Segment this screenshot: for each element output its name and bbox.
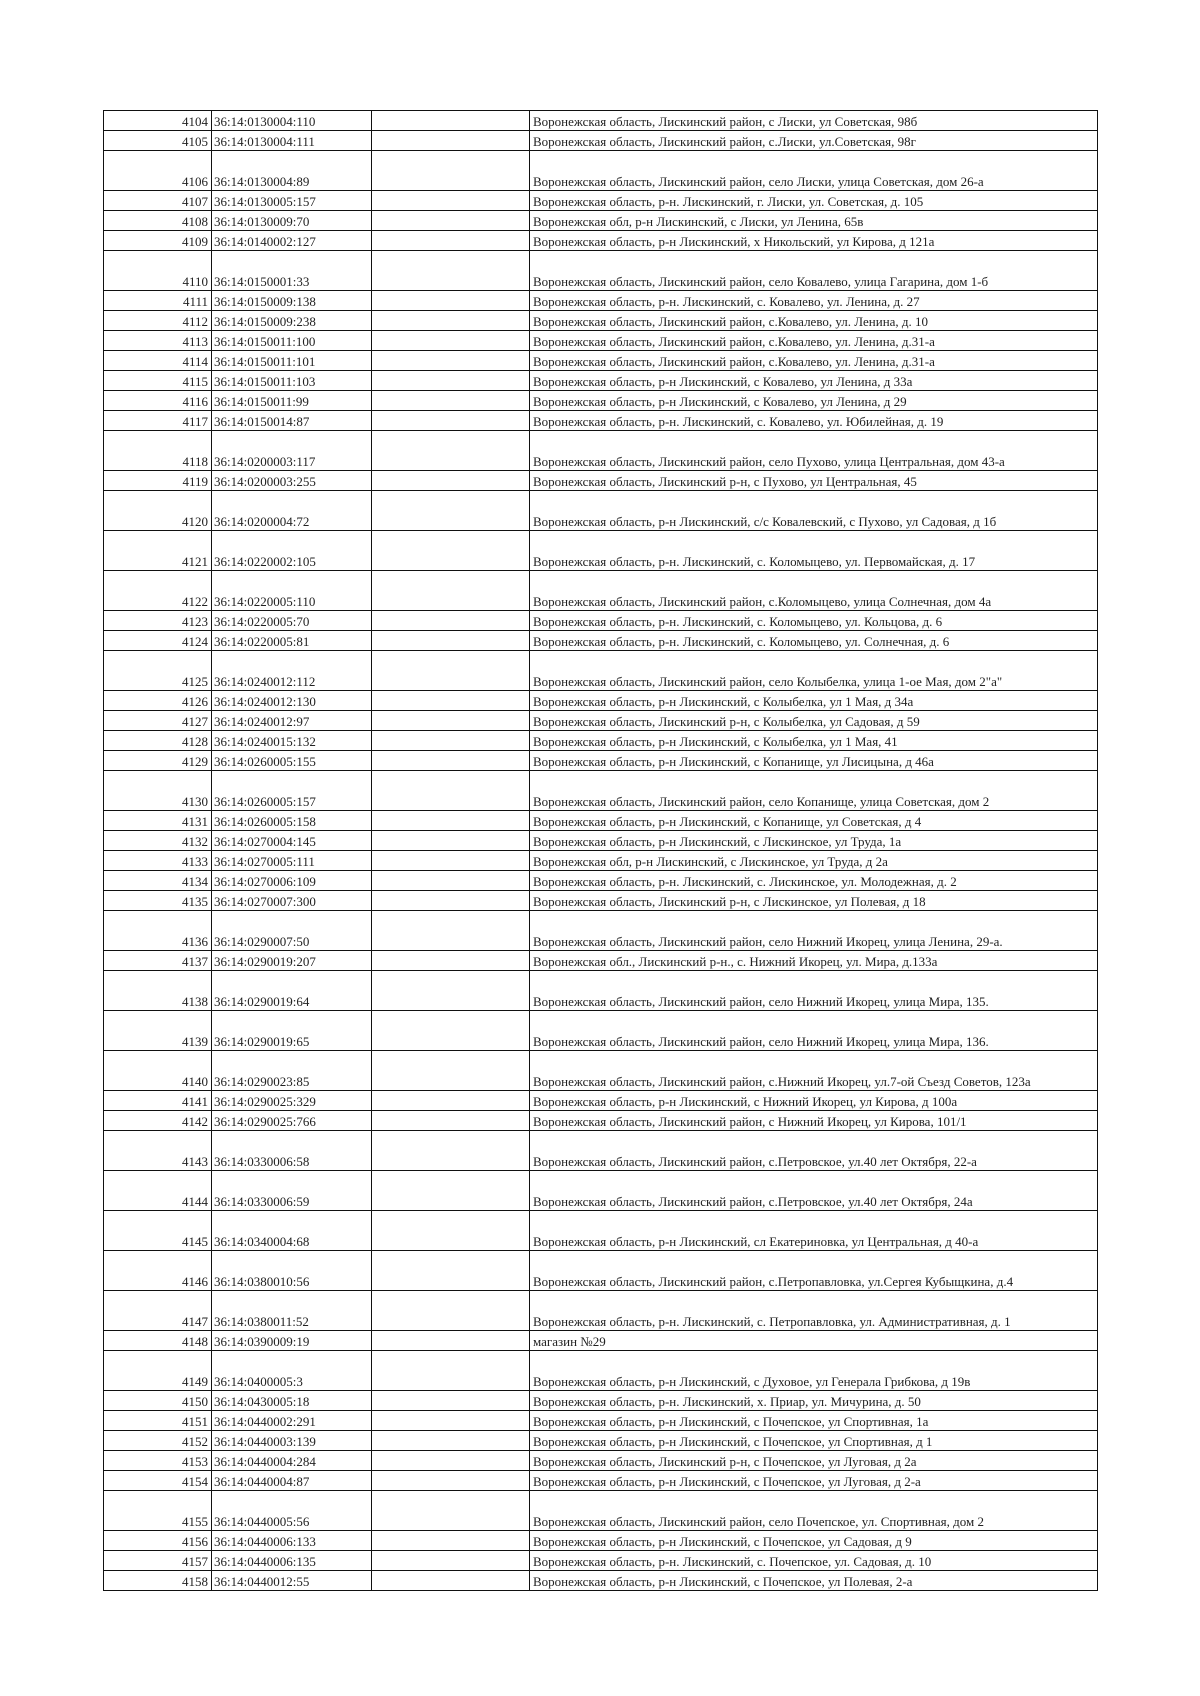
table-row bbox=[104, 331, 1098, 351]
row-number-cell: 4115 bbox=[104, 371, 212, 391]
address-cell: Воронежская область, Лискинский район, с.Петропавловка, ул.Сергея Кубыщкина, д.4 bbox=[530, 1251, 1098, 1291]
cadastral-number-cell: 36:14:0440006:135 bbox=[212, 1551, 372, 1571]
address-cell: Воронежская область, Лискинский район, с.Нижний Икорец, ул.7-ой Съезд Советов, 123а bbox=[530, 1051, 1098, 1091]
empty-cell bbox=[372, 571, 530, 611]
cadastral-number-cell: 36:14:0200003:255 bbox=[212, 471, 372, 491]
row-number-cell: 4144 bbox=[104, 1171, 212, 1211]
address-cell: Воронежская область, Лискинский район, с.Петровское, ул.40 лет Октября, 22-а bbox=[530, 1131, 1098, 1171]
cadastral-number-cell: 36:14:0200004:72 bbox=[212, 491, 372, 531]
row-number-cell: 4112 bbox=[104, 311, 212, 331]
row-number-cell: 4130 bbox=[104, 771, 212, 811]
table-row bbox=[104, 811, 1098, 831]
table-row bbox=[104, 1431, 1098, 1451]
cadastral-number-cell: 36:14:0430005:18 bbox=[212, 1391, 372, 1411]
table-row bbox=[104, 911, 1098, 951]
cadastral-number-cell: 36:14:0290023:85 bbox=[212, 1051, 372, 1091]
row-number-cell: 4153 bbox=[104, 1451, 212, 1471]
row-number-cell: 4126 bbox=[104, 691, 212, 711]
cadastral-number-cell: 36:14:0330006:58 bbox=[212, 1131, 372, 1171]
cadastral-number-cell: 36:14:0390009:19 bbox=[212, 1331, 372, 1351]
empty-cell bbox=[372, 331, 530, 351]
cadastral-number-cell: 36:14:0150014:87 bbox=[212, 411, 372, 431]
empty-cell bbox=[372, 1351, 530, 1391]
empty-cell bbox=[372, 1551, 530, 1571]
empty-cell bbox=[372, 1431, 530, 1451]
table-row bbox=[104, 411, 1098, 431]
row-number-cell: 4117 bbox=[104, 411, 212, 431]
cadastral-number-cell: 36:14:0440005:56 bbox=[212, 1491, 372, 1531]
empty-cell bbox=[372, 811, 530, 831]
row-number-cell: 4132 bbox=[104, 831, 212, 851]
empty-cell bbox=[372, 131, 530, 151]
table-body bbox=[104, 111, 1098, 1591]
empty-cell bbox=[372, 1011, 530, 1051]
table-row bbox=[104, 351, 1098, 371]
address-cell: Воронежская область, р-н Лискинский, с Почепское, ул Спортивная, 1а bbox=[530, 1411, 1098, 1431]
table-row bbox=[104, 1471, 1098, 1491]
empty-cell bbox=[372, 1451, 530, 1471]
address-cell: Воронежская область, Лискинский район, с.Коломыцево, улица Солнечная, дом 4а bbox=[530, 571, 1098, 611]
row-number-cell: 4122 bbox=[104, 571, 212, 611]
address-cell: Воронежская область, Лискинский район, село Нижний Икорец, улица Мира, 136. bbox=[530, 1011, 1098, 1051]
empty-cell bbox=[372, 1331, 530, 1351]
cadastral-number-cell: 36:14:0290025:329 bbox=[212, 1091, 372, 1111]
cadastral-number-cell: 36:14:0260005:158 bbox=[212, 811, 372, 831]
row-number-cell: 4140 bbox=[104, 1051, 212, 1091]
row-number-cell: 4139 bbox=[104, 1011, 212, 1051]
table-row bbox=[104, 711, 1098, 731]
address-cell: Воронежская область, р-н Лискинский, х Никольский, ул Кирова, д 121а bbox=[530, 231, 1098, 251]
cadastral-number-cell: 36:14:0270006:109 bbox=[212, 871, 372, 891]
address-cell: Воронежская область, Лискинский р-н, с Почепское, ул Луговая, д 2а bbox=[530, 1451, 1098, 1471]
address-cell: Воронежская область, р-н. Лискинский, с. Коломыцево, ул. Кольцова, д. 6 bbox=[530, 611, 1098, 631]
row-number-cell: 4135 bbox=[104, 891, 212, 911]
cadastral-number-cell: 36:14:0220005:70 bbox=[212, 611, 372, 631]
address-cell: Воронежская область, р-н Лискинский, с Почепское, ул Полевая, 2-а bbox=[530, 1571, 1098, 1591]
empty-cell bbox=[372, 1131, 530, 1171]
table-row bbox=[104, 1391, 1098, 1411]
row-number-cell: 4121 bbox=[104, 531, 212, 571]
table-row bbox=[104, 431, 1098, 471]
empty-cell bbox=[372, 1571, 530, 1591]
cadastral-number-cell: 36:14:0270007:300 bbox=[212, 891, 372, 911]
address-cell: Воронежская область, р-н Лискинский, с Лискинское, ул Труда, 1а bbox=[530, 831, 1098, 851]
cadastral-number-cell: 36:14:0130005:157 bbox=[212, 191, 372, 211]
table-row bbox=[104, 971, 1098, 1011]
cadastral-number-cell: 36:14:0440004:87 bbox=[212, 1471, 372, 1491]
cadastral-number-cell: 36:14:0150001:33 bbox=[212, 251, 372, 291]
table-row bbox=[104, 1531, 1098, 1551]
row-number-cell: 4131 bbox=[104, 811, 212, 831]
empty-cell bbox=[372, 231, 530, 251]
empty-cell bbox=[372, 371, 530, 391]
cadastral-number-cell: 36:14:0150011:100 bbox=[212, 331, 372, 351]
row-number-cell: 4129 bbox=[104, 751, 212, 771]
table-row bbox=[104, 1491, 1098, 1531]
row-number-cell: 4155 bbox=[104, 1491, 212, 1531]
row-number-cell: 4107 bbox=[104, 191, 212, 211]
cadastral-number-cell: 36:14:0440006:133 bbox=[212, 1531, 372, 1551]
row-number-cell: 4119 bbox=[104, 471, 212, 491]
row-number-cell: 4128 bbox=[104, 731, 212, 751]
empty-cell bbox=[372, 1091, 530, 1111]
cadastral-number-cell: 36:14:0130004:110 bbox=[212, 111, 372, 131]
address-cell: Воронежская область, р-н Лискинский, с Ковалево, ул Ленина, д 29 bbox=[530, 391, 1098, 411]
empty-cell bbox=[372, 611, 530, 631]
table-row bbox=[104, 1171, 1098, 1211]
empty-cell bbox=[372, 1391, 530, 1411]
table-row bbox=[104, 371, 1098, 391]
address-cell: Воронежская область, р-н. Лискинский, с. Ковалево, ул. Ленина, д. 27 bbox=[530, 291, 1098, 311]
address-cell: Воронежская область, Лискинский р-н, с Лискинское, ул Полевая, д 18 bbox=[530, 891, 1098, 911]
row-number-cell: 4148 bbox=[104, 1331, 212, 1351]
table-row bbox=[104, 391, 1098, 411]
empty-cell bbox=[372, 311, 530, 331]
row-number-cell: 4143 bbox=[104, 1131, 212, 1171]
empty-cell bbox=[372, 1171, 530, 1211]
row-number-cell: 4120 bbox=[104, 491, 212, 531]
row-number-cell: 4104 bbox=[104, 111, 212, 131]
row-number-cell: 4141 bbox=[104, 1091, 212, 1111]
address-cell: Воронежская область, р-н Лискинский, с Почепское, ул Луговая, д 2-а bbox=[530, 1471, 1098, 1491]
empty-cell bbox=[372, 1051, 530, 1091]
row-number-cell: 4111 bbox=[104, 291, 212, 311]
cadastral-number-cell: 36:14:0440004:284 bbox=[212, 1451, 372, 1471]
table-row bbox=[104, 131, 1098, 151]
address-cell: Воронежская область, Лискинский район, село Колыбелка, улица 1-ое Мая, дом 2"а" bbox=[530, 651, 1098, 691]
address-cell: Воронежская область, Лискинский район, с.Ковалево, ул. Ленина, д.31-а bbox=[530, 331, 1098, 351]
table-row bbox=[104, 631, 1098, 651]
address-cell: Воронежская область, Лискинский р-н, с Колыбелка, ул Садовая, д 59 bbox=[530, 711, 1098, 731]
cadastral-number-cell: 36:14:0150009:138 bbox=[212, 291, 372, 311]
empty-cell bbox=[372, 691, 530, 711]
address-cell: Воронежская область, Лискинский район, село Почепское, ул. Спортивная, дом 2 bbox=[530, 1491, 1098, 1531]
table-row bbox=[104, 1291, 1098, 1331]
row-number-cell: 4137 bbox=[104, 951, 212, 971]
empty-cell bbox=[372, 891, 530, 911]
cadastral-number-cell: 36:14:0200003:117 bbox=[212, 431, 372, 471]
cadastral-number-cell: 36:14:0240012:97 bbox=[212, 711, 372, 731]
row-number-cell: 4118 bbox=[104, 431, 212, 471]
table-row bbox=[104, 251, 1098, 291]
row-number-cell: 4114 bbox=[104, 351, 212, 371]
table-row bbox=[104, 311, 1098, 331]
cadastral-number-cell: 36:14:0150009:238 bbox=[212, 311, 372, 331]
cadastral-number-cell: 36:14:0220002:105 bbox=[212, 531, 372, 571]
empty-cell bbox=[372, 351, 530, 371]
row-number-cell: 4150 bbox=[104, 1391, 212, 1411]
address-cell: Воронежская область, р-н. Лискинский, г. Лиски, ул. Советская, д. 105 bbox=[530, 191, 1098, 211]
address-cell: Воронежская область, р-н Лискинский, с Почепское, ул Спортивная, д 1 bbox=[530, 1431, 1098, 1451]
table-row bbox=[104, 471, 1098, 491]
empty-cell bbox=[372, 731, 530, 751]
address-cell: Воронежская обл, р-н Лискинский, с Лиски, ул Ленина, 65в bbox=[530, 211, 1098, 231]
address-cell: Воронежская область, Лискинский район, село Копанище, улица Советская, дом 2 bbox=[530, 771, 1098, 811]
address-cell: Воронежская область, р-н. Лискинский, х. Приар, ул. Мичурина, д. 50 bbox=[530, 1391, 1098, 1411]
empty-cell bbox=[372, 951, 530, 971]
table-row bbox=[104, 831, 1098, 851]
property-register-table bbox=[103, 110, 1098, 1591]
cadastral-number-cell: 36:14:0380010:56 bbox=[212, 1251, 372, 1291]
address-cell: Воронежская область, р-н Лискинский, с Ковалево, ул Ленина, д 33а bbox=[530, 371, 1098, 391]
address-cell: Воронежская область, р-н. Лискинский, с. Лискинское, ул. Молодежная, д. 2 bbox=[530, 871, 1098, 891]
row-number-cell: 4108 bbox=[104, 211, 212, 231]
cadastral-number-cell: 36:14:0290019:207 bbox=[212, 951, 372, 971]
cadastral-number-cell: 36:14:0270005:111 bbox=[212, 851, 372, 871]
address-cell: Воронежская область, Лискинский район, село Ковалево, улица Гагарина, дом 1-б bbox=[530, 251, 1098, 291]
row-number-cell: 4116 bbox=[104, 391, 212, 411]
address-cell: Воронежская область, Лискинский район, село Лиски, улица Советская, дом 26-а bbox=[530, 151, 1098, 191]
empty-cell bbox=[372, 211, 530, 231]
table-row bbox=[104, 611, 1098, 631]
row-number-cell: 4145 bbox=[104, 1211, 212, 1251]
cadastral-number-cell: 36:14:0150011:101 bbox=[212, 351, 372, 371]
table-row bbox=[104, 1131, 1098, 1171]
address-cell: Воронежская область, р-н. Лискинский, с. Коломыцево, ул. Солнечная, д. 6 bbox=[530, 631, 1098, 651]
empty-cell bbox=[372, 751, 530, 771]
cadastral-number-cell: 36:14:0380011:52 bbox=[212, 1291, 372, 1331]
address-cell: Воронежская область, р-н Лискинский, с Копанище, ул Советская, д 4 bbox=[530, 811, 1098, 831]
row-number-cell: 4158 bbox=[104, 1571, 212, 1591]
cadastral-number-cell: 36:14:0270004:145 bbox=[212, 831, 372, 851]
cadastral-number-cell: 36:14:0260005:155 bbox=[212, 751, 372, 771]
table-row bbox=[104, 731, 1098, 751]
empty-cell bbox=[372, 411, 530, 431]
address-cell: Воронежская область, р-н Лискинский, с/с Ковалевский, с Пухово, ул Садовая, д 1б bbox=[530, 491, 1098, 531]
cadastral-number-cell: 36:14:0440012:55 bbox=[212, 1571, 372, 1591]
address-cell: Воронежская область, Лискинский район, с.Ковалево, ул. Ленина, д. 10 bbox=[530, 311, 1098, 331]
cadastral-number-cell: 36:14:0440002:291 bbox=[212, 1411, 372, 1431]
row-number-cell: 4138 bbox=[104, 971, 212, 1011]
table-row bbox=[104, 1551, 1098, 1571]
row-number-cell: 4124 bbox=[104, 631, 212, 651]
address-cell: Воронежская область, Лискинский район, село Пухово, улица Центральная, дом 43-а bbox=[530, 431, 1098, 471]
table-row bbox=[104, 1091, 1098, 1111]
empty-cell bbox=[372, 651, 530, 691]
cadastral-number-cell: 36:14:0260005:157 bbox=[212, 771, 372, 811]
table-row bbox=[104, 771, 1098, 811]
row-number-cell: 4134 bbox=[104, 871, 212, 891]
empty-cell bbox=[372, 1211, 530, 1251]
empty-cell bbox=[372, 851, 530, 871]
empty-cell bbox=[372, 291, 530, 311]
empty-cell bbox=[372, 771, 530, 811]
cadastral-number-cell: 36:14:0290019:64 bbox=[212, 971, 372, 1011]
address-cell: Воронежская область, р-н Лискинский, с Нижний Икорец, ул Кирова, д 100а bbox=[530, 1091, 1098, 1111]
row-number-cell: 4154 bbox=[104, 1471, 212, 1491]
address-cell: Воронежская область, Лискинский район, с.Ковалево, ул. Ленина, д.31-а bbox=[530, 351, 1098, 371]
address-cell: Воронежская область, р-н. Лискинский, с. Почепское, ул. Садовая, д. 10 bbox=[530, 1551, 1098, 1571]
cadastral-number-cell: 36:14:0340004:68 bbox=[212, 1211, 372, 1251]
address-cell: Воронежская область, р-н. Лискинский, с. Петропавловка, ул. Административная, д. 1 bbox=[530, 1291, 1098, 1331]
empty-cell bbox=[372, 831, 530, 851]
row-number-cell: 4136 bbox=[104, 911, 212, 951]
address-cell: Воронежская область, Лискинский район, село Нижний Икорец, улица Ленина, 29-а. bbox=[530, 911, 1098, 951]
row-number-cell: 4110 bbox=[104, 251, 212, 291]
table-row bbox=[104, 291, 1098, 311]
row-number-cell: 4109 bbox=[104, 231, 212, 251]
empty-cell bbox=[372, 1411, 530, 1431]
table-row bbox=[104, 531, 1098, 571]
address-cell: Воронежская обл., Лискинский р-н., с. Нижний Икорец, ул. Мира, д.133а bbox=[530, 951, 1098, 971]
address-cell: Воронежская область, Лискинский район, с.Лиски, ул.Советская, 98г bbox=[530, 131, 1098, 151]
table-row bbox=[104, 851, 1098, 871]
table-row bbox=[104, 1051, 1098, 1091]
empty-cell bbox=[372, 1111, 530, 1131]
table-row bbox=[104, 891, 1098, 911]
cadastral-number-cell: 36:14:0290007:50 bbox=[212, 911, 372, 951]
row-number-cell: 4152 bbox=[104, 1431, 212, 1451]
row-number-cell: 4113 bbox=[104, 331, 212, 351]
address-cell: Воронежская область, Лискинский район, с Нижний Икорец, ул Кирова, 101/1 bbox=[530, 1111, 1098, 1131]
table-row bbox=[104, 571, 1098, 611]
empty-cell bbox=[372, 191, 530, 211]
cadastral-number-cell: 36:14:0240012:112 bbox=[212, 651, 372, 691]
table-row bbox=[104, 871, 1098, 891]
table-row bbox=[104, 491, 1098, 531]
address-cell: Воронежская область, р-н Лискинский, с Колыбелка, ул 1 Мая, 41 bbox=[530, 731, 1098, 751]
table-row bbox=[104, 1251, 1098, 1291]
address-cell: Воронежская область, Лискинский район, село Нижний Икорец, улица Мира, 135. bbox=[530, 971, 1098, 1011]
row-number-cell: 4127 bbox=[104, 711, 212, 731]
row-number-cell: 4125 bbox=[104, 651, 212, 691]
address-cell: Воронежская область, р-н Лискинский, с Духовое, ул Генерала Грибкова, д 19в bbox=[530, 1351, 1098, 1391]
address-cell: Воронежская область, р-н Лискинский, с Колыбелка, ул 1 Мая, д 34а bbox=[530, 691, 1098, 711]
empty-cell bbox=[372, 871, 530, 891]
cadastral-number-cell: 36:14:0150011:99 bbox=[212, 391, 372, 411]
table-row bbox=[104, 1351, 1098, 1391]
table-row bbox=[104, 151, 1098, 191]
cadastral-number-cell: 36:14:0150011:103 bbox=[212, 371, 372, 391]
empty-cell bbox=[372, 391, 530, 411]
row-number-cell: 4149 bbox=[104, 1351, 212, 1391]
address-cell: Воронежская область, р-н. Лискинский, с. Ковалево, ул. Юбилейная, д. 19 bbox=[530, 411, 1098, 431]
row-number-cell: 4151 bbox=[104, 1411, 212, 1431]
empty-cell bbox=[372, 971, 530, 1011]
table-row bbox=[104, 691, 1098, 711]
cadastral-number-cell: 36:14:0440003:139 bbox=[212, 1431, 372, 1451]
table-row bbox=[104, 1211, 1098, 1251]
table-row bbox=[104, 651, 1098, 691]
empty-cell bbox=[372, 631, 530, 651]
table-row bbox=[104, 951, 1098, 971]
address-cell: магазин №29 bbox=[530, 1331, 1098, 1351]
row-number-cell: 4106 bbox=[104, 151, 212, 191]
cadastral-number-cell: 36:14:0290025:766 bbox=[212, 1111, 372, 1131]
row-number-cell: 4105 bbox=[104, 131, 212, 151]
table-row bbox=[104, 1411, 1098, 1431]
cadastral-number-cell: 36:14:0400005:3 bbox=[212, 1351, 372, 1391]
address-cell: Воронежская область, р-н Лискинский, с Копанище, ул Лисицына, д 46а bbox=[530, 751, 1098, 771]
row-number-cell: 4156 bbox=[104, 1531, 212, 1551]
table-row bbox=[104, 211, 1098, 231]
cadastral-number-cell: 36:14:0130004:89 bbox=[212, 151, 372, 191]
table-row bbox=[104, 1111, 1098, 1131]
empty-cell bbox=[372, 1251, 530, 1291]
address-cell: Воронежская обл, р-н Лискинский, с Лискинское, ул Труда, д 2а bbox=[530, 851, 1098, 871]
cadastral-number-cell: 36:14:0130009:70 bbox=[212, 211, 372, 231]
empty-cell bbox=[372, 491, 530, 531]
table-row bbox=[104, 751, 1098, 771]
empty-cell bbox=[372, 431, 530, 471]
address-cell: Воронежская область, р-н Лискинский, с Почепское, ул Садовая, д 9 bbox=[530, 1531, 1098, 1551]
table-row bbox=[104, 231, 1098, 251]
cadastral-number-cell: 36:14:0330006:59 bbox=[212, 1171, 372, 1211]
empty-cell bbox=[372, 1491, 530, 1531]
empty-cell bbox=[372, 531, 530, 571]
cadastral-number-cell: 36:14:0240012:130 bbox=[212, 691, 372, 711]
address-cell: Воронежская область, Лискинский р-н, с Пухово, ул Центральная, 45 bbox=[530, 471, 1098, 491]
table-row bbox=[104, 191, 1098, 211]
empty-cell bbox=[372, 471, 530, 491]
row-number-cell: 4157 bbox=[104, 1551, 212, 1571]
cadastral-number-cell: 36:14:0140002:127 bbox=[212, 231, 372, 251]
address-cell: Воронежская область, р-н. Лискинский, с. Коломыцево, ул. Первомайская, д. 17 bbox=[530, 531, 1098, 571]
cadastral-number-cell: 36:14:0290019:65 bbox=[212, 1011, 372, 1051]
empty-cell bbox=[372, 111, 530, 131]
table-row bbox=[104, 1451, 1098, 1471]
address-cell: Воронежская область, Лискинский район, с Лиски, ул Советская, 98б bbox=[530, 111, 1098, 131]
row-number-cell: 4146 bbox=[104, 1251, 212, 1291]
cadastral-number-cell: 36:14:0220005:110 bbox=[212, 571, 372, 611]
empty-cell bbox=[372, 711, 530, 731]
empty-cell bbox=[372, 911, 530, 951]
empty-cell bbox=[372, 151, 530, 191]
empty-cell bbox=[372, 1471, 530, 1491]
table-row bbox=[104, 1571, 1098, 1591]
empty-cell bbox=[372, 1291, 530, 1331]
row-number-cell: 4133 bbox=[104, 851, 212, 871]
table-row bbox=[104, 1011, 1098, 1051]
address-cell: Воронежская область, Лискинский район, с.Петровское, ул.40 лет Октября, 24а bbox=[530, 1171, 1098, 1211]
table-row bbox=[104, 111, 1098, 131]
empty-cell bbox=[372, 251, 530, 291]
address-cell: Воронежская область, р-н Лискинский, сл Екатериновка, ул Центральная, д 40-а bbox=[530, 1211, 1098, 1251]
cadastral-number-cell: 36:14:0220005:81 bbox=[212, 631, 372, 651]
row-number-cell: 4123 bbox=[104, 611, 212, 631]
empty-cell bbox=[372, 1531, 530, 1551]
row-number-cell: 4142 bbox=[104, 1111, 212, 1131]
cadastral-number-cell: 36:14:0130004:111 bbox=[212, 131, 372, 151]
cadastral-number-cell: 36:14:0240015:132 bbox=[212, 731, 372, 751]
row-number-cell: 4147 bbox=[104, 1291, 212, 1331]
table-row bbox=[104, 1331, 1098, 1351]
